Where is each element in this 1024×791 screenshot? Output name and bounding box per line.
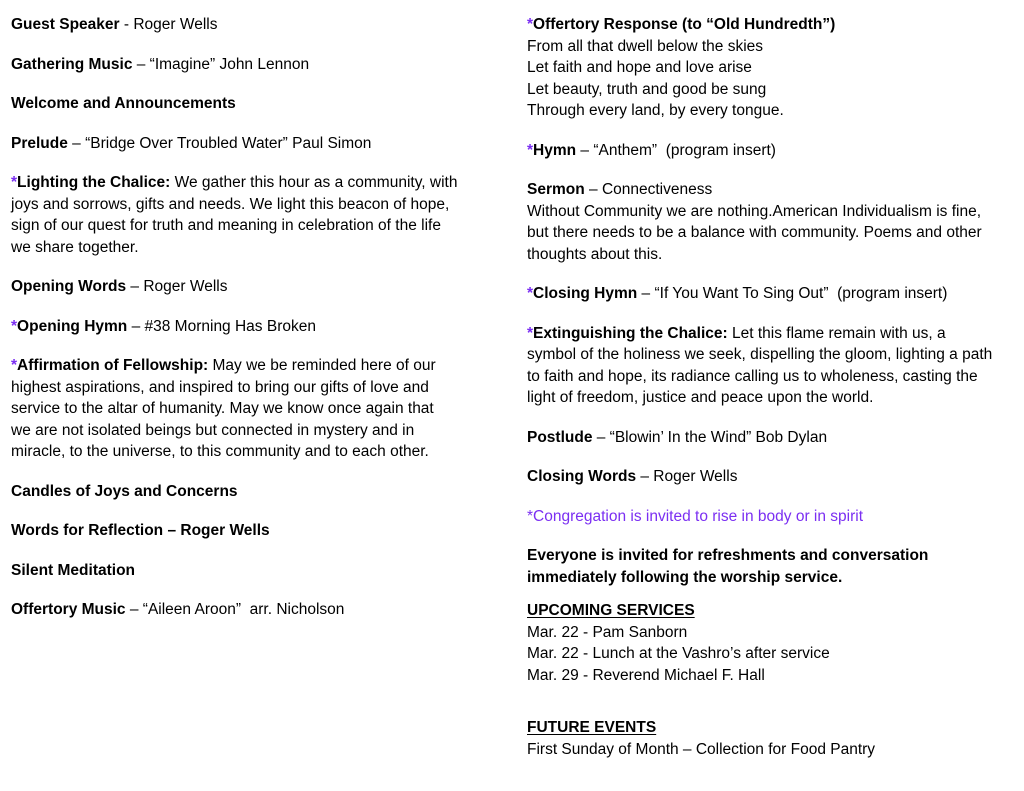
offertory-music-line-1 bbox=[11, 599, 463, 621]
text-run: Through every land, by every tongue. bbox=[527, 102, 784, 119]
text-run: Let beauty, truth and good be sung bbox=[527, 80, 767, 98]
text-run: Postlude bbox=[527, 428, 593, 446]
sermon-line-4 bbox=[527, 244, 1009, 266]
text-run: Let this flame remain with us, a bbox=[727, 324, 946, 342]
lighting-the-chalice-line-3 bbox=[11, 215, 463, 237]
future-events-line-1 bbox=[527, 717, 1009, 739]
extinguishing-the-chalice-line-1 bbox=[527, 323, 1009, 345]
text-run: we are not isolated beings but connected in mystery and in bbox=[11, 421, 415, 439]
refreshments-note bbox=[527, 545, 1009, 588]
rise-asterisk: * bbox=[527, 285, 534, 302]
words-for-reflection-line-1 bbox=[11, 520, 463, 542]
text-run: service to the altar of humanity. May we know once again that bbox=[11, 400, 434, 417]
prelude bbox=[11, 133, 463, 155]
text-run: Everyone is invited for refreshments and conversation bbox=[527, 547, 929, 564]
lighting-the-chalice-line-1 bbox=[11, 172, 463, 194]
text-run: Lighting the Chalice: bbox=[17, 174, 171, 191]
text-run: Opening Words bbox=[11, 278, 127, 295]
words-for-reflection bbox=[11, 520, 463, 542]
text-run: – #38 Morning Has Broken bbox=[127, 317, 316, 335]
extinguishing-the-chalice-line-3 bbox=[527, 366, 1009, 388]
affirmation-of-fellowship-line-5 bbox=[11, 441, 463, 463]
closing-hymn-line-1 bbox=[527, 283, 1009, 305]
text-run: First Sunday of Month – Collection for Food Pantry bbox=[527, 740, 876, 758]
text-run: Closing Words bbox=[527, 468, 637, 485]
text-run: May we be reminded here of our bbox=[208, 357, 436, 374]
text-run: – “Anthem” (program insert) bbox=[576, 141, 776, 159]
rise-asterisk: * bbox=[527, 16, 534, 33]
text-run: highest aspirations, and inspired to bring our gifts of love and bbox=[11, 378, 429, 396]
text-run: – Connectiveness bbox=[584, 181, 713, 198]
text-run: From all that dwell below the skies bbox=[527, 37, 764, 55]
affirmation-of-fellowship bbox=[11, 355, 463, 463]
sermon-line-1 bbox=[527, 179, 1009, 201]
sermon-line-2 bbox=[527, 201, 1009, 223]
prelude-line-1 bbox=[11, 133, 463, 155]
text-run: Mar. 29 - Reverend Michael F. Hall bbox=[527, 666, 765, 684]
lighting-the-chalice-line-4 bbox=[11, 237, 463, 259]
hymn bbox=[527, 140, 1009, 162]
text-run: thoughts about this. bbox=[527, 245, 663, 263]
refreshments-note-line-1 bbox=[527, 545, 1009, 567]
text-run: joys and sorrows, gifts and needs. We light this beacon of hope, bbox=[11, 195, 450, 213]
sermon-line-3 bbox=[527, 222, 1009, 244]
affirmation-of-fellowship-line-2 bbox=[11, 377, 463, 399]
offertory-response-line-4 bbox=[527, 79, 1009, 101]
silent-meditation bbox=[11, 560, 463, 582]
offertory-response-line-5 bbox=[527, 100, 1009, 122]
sermon bbox=[527, 179, 1009, 265]
opening-words bbox=[11, 276, 463, 298]
future-events-line-2 bbox=[527, 739, 1009, 761]
text-run: Without Community we are nothing.American Individualism is fine, bbox=[527, 202, 981, 220]
congregation-rise-note-line-1 bbox=[527, 506, 1009, 528]
text-run: symbol of the holiness we seek, dispelling the gloom, lighting a path bbox=[527, 346, 993, 363]
rise-asterisk: * bbox=[527, 141, 534, 159]
postlude bbox=[527, 427, 1009, 449]
text-run: – “Imagine” John Lennon bbox=[132, 55, 310, 73]
text-run: - Roger Wells bbox=[119, 16, 218, 33]
refreshments-note-line-2 bbox=[527, 567, 1009, 589]
rise-asterisk: * bbox=[527, 324, 534, 342]
affirmation-of-fellowship-line-1 bbox=[11, 355, 463, 377]
text-run: Words for Reflection – Roger Wells bbox=[11, 522, 270, 539]
rise-asterisk: * bbox=[11, 174, 18, 191]
text-run: – “If You Want To Sing Out” (program insert) bbox=[637, 285, 948, 302]
silent-meditation-line-1 bbox=[11, 560, 463, 582]
text-run: immediately following the worship service. bbox=[527, 568, 843, 586]
future-events bbox=[527, 717, 1009, 760]
text-run: Guest Speaker bbox=[11, 16, 120, 33]
left-column bbox=[11, 14, 463, 760]
candles-of-joys-and-concerns bbox=[11, 481, 463, 503]
upcoming-services-line-2 bbox=[527, 622, 1009, 644]
text-run: Hymn bbox=[533, 141, 577, 159]
welcome-and-announcements-line-1 bbox=[11, 93, 463, 115]
text-run: Welcome and Announcements bbox=[11, 95, 236, 112]
text-run: light of freedom, justice and peace upon the world. bbox=[527, 389, 874, 406]
text-run: Sermon bbox=[527, 181, 585, 198]
text-run: Silent Meditation bbox=[11, 561, 135, 579]
gathering-music bbox=[11, 54, 463, 76]
candles-of-joys-and-concerns-line-1 bbox=[11, 481, 463, 503]
upcoming-services bbox=[527, 600, 1009, 686]
text-run: Candles of Joys and Concerns bbox=[11, 482, 238, 500]
closing-words bbox=[527, 466, 1009, 488]
text-run: Mar. 22 - Lunch at the Vashro’s after service bbox=[527, 645, 830, 662]
lighting-the-chalice bbox=[11, 172, 463, 258]
opening-hymn bbox=[11, 316, 463, 338]
text-run: Opening Hymn bbox=[17, 317, 128, 335]
guest-speaker-line-1 bbox=[11, 14, 463, 36]
offertory-response-line-2 bbox=[527, 36, 1009, 58]
text-run: we share together. bbox=[11, 238, 139, 256]
gathering-music-line-1 bbox=[11, 54, 463, 76]
text-run: UPCOMING SERVICES bbox=[527, 602, 695, 619]
offertory-response bbox=[527, 14, 1009, 122]
congregation-rise-note bbox=[527, 506, 1009, 528]
text-run: Affirmation of Fellowship: bbox=[17, 357, 209, 374]
text-run: – Roger Wells bbox=[126, 278, 228, 295]
upcoming-services-line-3 bbox=[527, 643, 1009, 665]
upcoming-services-line-1 bbox=[527, 600, 1009, 622]
opening-hymn-line-1 bbox=[11, 316, 463, 338]
text-run: Offertory Music bbox=[11, 601, 126, 618]
offertory-music bbox=[11, 599, 463, 621]
text-run: Gathering Music bbox=[11, 55, 133, 73]
extinguishing-the-chalice-line-4 bbox=[527, 387, 1009, 409]
closing-words-line-1 bbox=[527, 466, 1009, 488]
text-run: – “Bridge Over Troubled Water” Paul Simon bbox=[67, 134, 372, 152]
extinguishing-the-chalice-line-2 bbox=[527, 344, 1009, 366]
rise-asterisk: * bbox=[11, 357, 18, 374]
hymn-line-1 bbox=[527, 140, 1009, 162]
text-run: Closing Hymn bbox=[533, 285, 638, 302]
text-run: *Congregation is invited to rise in body or in spirit bbox=[527, 507, 864, 525]
text-run: – “Aileen Aroon” arr. Nicholson bbox=[125, 601, 345, 618]
text-run: sign of our quest for truth and meaning in celebration of the life bbox=[11, 217, 441, 234]
affirmation-of-fellowship-line-4 bbox=[11, 420, 463, 442]
affirmation-of-fellowship-line-3 bbox=[11, 398, 463, 420]
text-run: miracle, to the universe, to this community and to each other. bbox=[11, 443, 429, 460]
text-run: – “Blowin’ In the Wind” Bob Dylan bbox=[592, 428, 828, 446]
rise-asterisk: * bbox=[11, 317, 18, 335]
extinguishing-the-chalice bbox=[527, 323, 1009, 409]
text-run: to faith and hope, its radiance calling us to wholeness, casting the bbox=[527, 367, 978, 385]
closing-hymn bbox=[527, 283, 1009, 305]
text-run: but there needs to be a balance with community. Poems and other bbox=[527, 224, 982, 241]
text-run: Mar. 22 - Pam Sanborn bbox=[527, 623, 688, 641]
upcoming-services-line-4 bbox=[527, 665, 1009, 687]
opening-words-line-1 bbox=[11, 276, 463, 298]
text-run: Offertory Response (to “Old Hundredth”) bbox=[533, 16, 836, 33]
offertory-response-line-3 bbox=[527, 57, 1009, 79]
text-run: Extinguishing the Chalice: bbox=[533, 324, 728, 342]
text-run: Prelude bbox=[11, 134, 68, 152]
lighting-the-chalice-line-2 bbox=[11, 194, 463, 216]
right-column bbox=[527, 14, 1009, 760]
postlude-line-1 bbox=[527, 427, 1009, 449]
offertory-response-line-1 bbox=[527, 14, 1009, 36]
text-run: Let faith and hope and love arise bbox=[527, 59, 752, 76]
text-run: FUTURE EVENTS bbox=[527, 719, 657, 736]
text-run: We gather this hour as a community, with bbox=[170, 174, 458, 191]
guest-speaker bbox=[11, 14, 463, 36]
text-run: – Roger Wells bbox=[636, 468, 738, 485]
welcome-and-announcements bbox=[11, 93, 463, 115]
